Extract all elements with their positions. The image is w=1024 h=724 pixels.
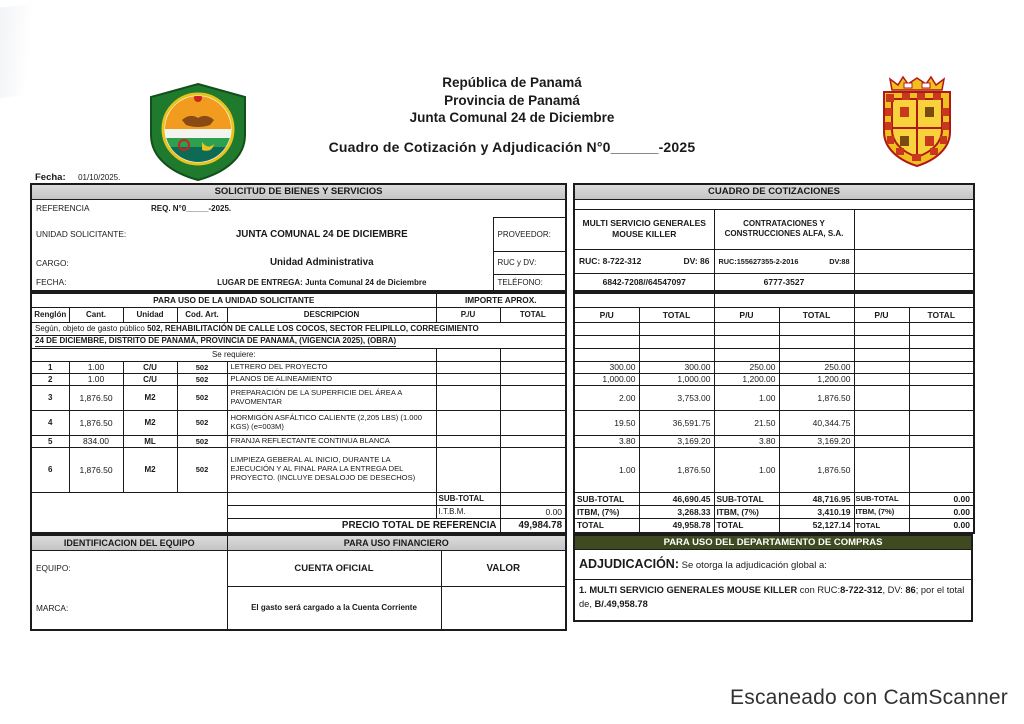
award-mid2: , DV: [882,584,906,595]
objeto-prefix: Según, objeto de gasto público [35,324,148,333]
award-supplier-name: MULTI SERVICIO GENERALES MOUSE KILLER [589,584,798,595]
proveedor-label: PROVEEDOR: [493,217,566,251]
item-unidad: M2 [123,385,177,410]
proveedor-3-nombre [854,209,974,249]
gasto-text: El gasto será cargado a la Cuenta Corriente [227,586,441,630]
item-desc: HORMIGÓN ASFÁLTICO CALIENTE (2,205 LBS) (1.000 KGS) (e=003M) [227,410,436,435]
col-cant: Cant. [69,307,123,322]
itbm-value-3: 0.00 [909,505,974,518]
proveedor-2-ruc-cell [714,249,854,273]
total-cell: 1,876.50 [779,447,854,492]
item-total-empty [500,410,566,435]
item-total-empty [500,435,566,447]
item-renglon: 4 [31,410,69,435]
item-cod: 502 [177,373,227,385]
total-label-3: TOTAL [854,518,909,533]
col-pu-1: P/U [574,307,639,322]
empty-cell [227,492,436,505]
adjudicacion-award-row [574,579,972,621]
adjudicacion-intro: Se otorga la adjudicación global a: [679,560,827,571]
table-row [31,373,566,385]
award-dv: 86 [905,584,916,595]
spacer-cell [31,518,227,533]
total-cell: 1,876.50 [779,385,854,410]
pu-cell: 3.80 [574,435,639,447]
pu-cell: 21.50 [714,410,779,435]
objeto-line1 [31,322,566,335]
referencia-value: REQ. N°0_____-2025. [151,203,232,213]
pu-cell [854,385,909,410]
objeto-line2-text: 24 DE DICIEMBRE, DISTRITO DE PANAMÁ, PROVINCIA DE PANAMÁ, (VIGENCIA 2025), (OBRA) [35,336,397,345]
valor-label: VALOR [441,550,566,586]
se-requiere: Se requiere: [31,348,436,361]
itbm-ref-value: 0.00 [500,505,566,518]
camscanner-watermark: Escaneado con CamScanner [730,686,1008,709]
proveedor-1-ruc-cell [574,249,714,273]
table-row [574,373,974,385]
col-descripcion: DESCRIPCION [227,307,436,322]
solicitud-title: SOLICITUD DE BIENES Y SERVICIOS [31,184,566,199]
header-junta: Junta Comunal 24 de Diciembre [409,110,615,126]
award-ruc: 8-722-312 [840,584,883,595]
total-value-3: 0.00 [909,518,974,533]
total-cell: 3,169.20 [639,435,714,447]
item-total-empty [500,361,566,373]
spacer-cell [31,505,227,518]
item-pu-empty [436,447,500,492]
adjudicacion-row [574,549,972,579]
total-value-2: 52,127.14 [779,518,854,533]
item-cant: 1.00 [69,373,123,385]
pu-cell: 300.00 [574,361,639,373]
cotizaciones-title: CUADRO DE COTIZACIONES [574,184,974,199]
subtotal-ref-value [500,492,566,505]
item-cod: 502 [177,361,227,373]
itbm-ref-label: I.T.B.M. [436,505,500,518]
cargo-value: Unidad Administrativa [269,257,374,268]
cuenta-oficial-label: CUENTA OFICIAL [227,550,441,586]
item-desc: LIMPIEZA GEBERAL AL INICIO, DURANTE LA EJECUCIÓN Y AL FINAL PARA LA ENTREGA DEL PROYECTO. (INCLUYE DESALOJO DE DESECHOS) [227,447,436,492]
item-cant: 1,876.50 [69,447,123,492]
item-unidad: M2 [123,410,177,435]
total-label-1: TOTAL [574,518,639,533]
pu-cell: 1.00 [574,447,639,492]
subtotal-label-3: SUB-TOTAL [854,492,909,505]
item-pu-empty [436,435,500,447]
subtotal-label-2: SUB-TOTAL [714,492,779,505]
empty-cell [500,348,566,361]
fecha-label: Fecha: [35,172,66,183]
item-renglon: 1 [31,361,69,373]
panama-city-crest [870,74,964,175]
col-renglon: Renglón [31,307,69,322]
solicitud-section [30,183,565,631]
col-total-3: TOTAL [909,307,974,322]
table-row [574,447,974,492]
empty-cell [227,505,436,518]
para-uso-financiero-title: PARA USO FINANCIERO [227,535,566,550]
total-cell: 1,000.00 [639,373,714,385]
spacer-cell [493,199,566,217]
item-desc: PREPARACIÓN DE LA SUPERFICIE DEL ÁREA A PAVOMENTAR [227,385,436,410]
precios-table [573,292,975,534]
item-pu-empty [436,410,500,435]
item-desc: FRANJA REFLECTANTE CONTINUA BLANCA [227,435,436,447]
item-total-empty [500,447,566,492]
proveedor-1-ruc: RUC: 8-722-312 [579,256,642,266]
total-value-1: 49,958.78 [639,518,714,533]
spacer-cell [31,492,227,505]
lugar-entrega-value: LUGAR DE ENTREGA: Junta Comunal 24 de Diciembre [217,277,427,287]
col-cod-art: Cod. Art. [177,307,227,322]
objeto-line2 [31,335,566,348]
col-pu: P./U [436,307,500,322]
subtotal-ref-label: SUB-TOTAL [436,492,500,505]
proveedor-2-nombre: CONTRATACIONES Y CONSTRUCCIONES ALFA, S.A. [714,209,854,249]
item-renglon: 5 [31,435,69,447]
table-row [574,435,974,447]
table-row [31,447,566,492]
col-pu-3: P/U [854,307,909,322]
proveedor-2-dv: DV:88 [829,256,850,266]
marca-label: MARCA: [31,586,227,630]
subtotal-value-1: 46,690.45 [639,492,714,505]
spacer-cell [574,293,714,307]
item-pu-empty [436,385,500,410]
col-total-1: TOTAL [639,307,714,322]
identificacion-equipo-title: IDENTIFICACION DEL EQUIPO [31,535,227,550]
pu-cell: 2.00 [574,385,639,410]
ruc-dv-label: RUC y DV: [493,251,566,274]
award-amount: B/.49,958.78 [594,598,648,609]
compras-table [573,534,973,622]
item-pu-empty [436,373,500,385]
total-label-2: TOTAL [714,518,779,533]
total-cell [909,435,974,447]
page-title: Cuadro de Cotización y Adjudicación N°0______-2025 [328,138,696,155]
table-row [574,410,974,435]
proveedor-1-telefono: 6842-7208//64547097 [574,273,714,291]
proveedor-3-telefono [854,273,974,291]
proveedor-1-nombre: MULTI SERVICIO GENERALES MOUSE KILLER [574,209,714,249]
valor-empty-cell [441,586,566,630]
total-cell: 36,591.75 [639,410,714,435]
cotizaciones-header-table [573,183,975,292]
pu-cell [854,361,909,373]
item-cod: 502 [177,410,227,435]
pu-cell [854,435,909,447]
total-cell [909,385,974,410]
award-mid3: ; por el total de, [579,584,965,609]
proveedor-1-dv: DV: 86 [683,256,710,266]
item-unidad: C/U [123,373,177,385]
col-pu-2: P/U [714,307,779,322]
unidad-solicitante-value: JUNTA COMUNAL 24 DE DICIEMBRE [235,228,408,240]
city-crest-icon [870,74,964,170]
pu-cell: 3.80 [714,435,779,447]
itbm-value-1: 3,268.33 [639,505,714,518]
item-pu-empty [436,361,500,373]
empty-cell [436,348,500,361]
item-cod: 502 [177,385,227,410]
item-renglon: 3 [31,385,69,410]
adjudicacion-label: ADJUDICACIÓN: [579,557,679,571]
pu-cell [854,447,909,492]
item-renglon: 2 [31,373,69,385]
importe-aprox-header: IMPORTE APROX. [436,293,566,307]
table-row [574,385,974,410]
subtotal-label-1: SUB-TOTAL [574,492,639,505]
telefono-label: TELÉFONO: [493,274,566,291]
cargo-label: CARGO: [36,257,69,268]
proveedor-2-ruc: RUC:155627355-2-2016 [718,256,799,266]
equipo-label: EQUIPO: [31,550,227,586]
proveedor-3-ruc-cell [854,249,974,273]
item-cant: 1,876.50 [69,410,123,435]
total-cell [909,373,974,385]
col-total-2: TOTAL [779,307,854,322]
header-country: República de Panamá [442,75,582,90]
table-row [31,435,566,447]
compras-title: PARA USO DEL DEPARTAMENTO DE COMPRAS [574,535,972,549]
fecha-value: 01/10/2025. [78,173,121,182]
itbm-label-2: ITBM, (7%) [714,505,779,518]
proveedor-2-telefono: 6777-3527 [714,273,854,291]
total-cell: 3,169.20 [779,435,854,447]
pu-cell: 1,200.00 [714,373,779,385]
itbm-label-3: ITBM, (7%) [854,505,909,518]
subtotal-value-3: 0.00 [909,492,974,505]
item-cod: 502 [177,435,227,447]
header-province: Provincia de Panamá [444,92,580,108]
item-unidad: C/U [123,361,177,373]
item-total-empty [500,373,566,385]
total-cell [909,361,974,373]
total-cell: 250.00 [779,361,854,373]
item-renglon: 6 [31,447,69,492]
table-row [31,410,566,435]
subtotal-value-2: 48,716.95 [779,492,854,505]
total-cell: 3,753.00 [639,385,714,410]
para-uso-header: PARA USO DE LA UNIDAD SOLICITANTE [31,293,436,307]
item-cod: 502 [177,447,227,492]
table-row [574,361,974,373]
total-cell: 40,344.75 [779,410,854,435]
col-unidad: Unidad [123,307,177,322]
award-mid1: con RUC: [797,584,841,595]
table-row [31,385,566,410]
referencia-label: REFERENCIA [36,203,90,214]
item-unidad: M2 [123,447,177,492]
spacer-cell [854,293,974,307]
item-desc: LETRERO DEL PROYECTO [227,361,436,373]
solicitud-info-table [30,183,567,292]
item-desc: PLANOS DE ALINEAMIENTO [227,373,436,385]
item-unidad: ML [123,435,177,447]
pu-cell: 1,000.00 [574,373,639,385]
itbm-value-2: 3,410.19 [779,505,854,518]
total-cell [909,410,974,435]
item-cant: 1,876.50 [69,385,123,410]
equipo-financiero-table [30,534,567,631]
total-cell: 300.00 [639,361,714,373]
item-total-empty [500,385,566,410]
fecha-field-label: FECHA: [36,277,67,287]
items-table [30,292,567,534]
spacer-row [574,199,974,209]
spacer-cell [714,293,854,307]
pu-cell [854,410,909,435]
unidad-solicitante-label: UNIDAD SOLICITANTE: [36,229,127,239]
award-number: 1. [579,584,590,595]
main-tables [30,183,973,631]
col-total: TOTAL [500,307,566,322]
item-cant: 1.00 [69,361,123,373]
pu-cell: 1.00 [714,447,779,492]
precio-total-value: 49,984.78 [500,518,566,533]
table-row [31,361,566,373]
total-cell: 1,200.00 [779,373,854,385]
pu-cell: 1.00 [714,385,779,410]
precio-total-label: PRECIO TOTAL DE REFERENCIA [227,518,500,533]
pu-cell: 19.50 [574,410,639,435]
pu-cell: 250.00 [714,361,779,373]
total-cell [909,447,974,492]
objeto-bold: 502, REHABILITACIÓN DE CALLE LOS COCOS, SECTOR FELIPILLO, CORREGIMIENTO [147,324,479,333]
cotizaciones-section [573,183,973,622]
item-cant: 834.00 [69,435,123,447]
itbm-label-1: ITBM, (7%) [574,505,639,518]
pu-cell [854,373,909,385]
total-cell: 1,876.50 [639,447,714,492]
